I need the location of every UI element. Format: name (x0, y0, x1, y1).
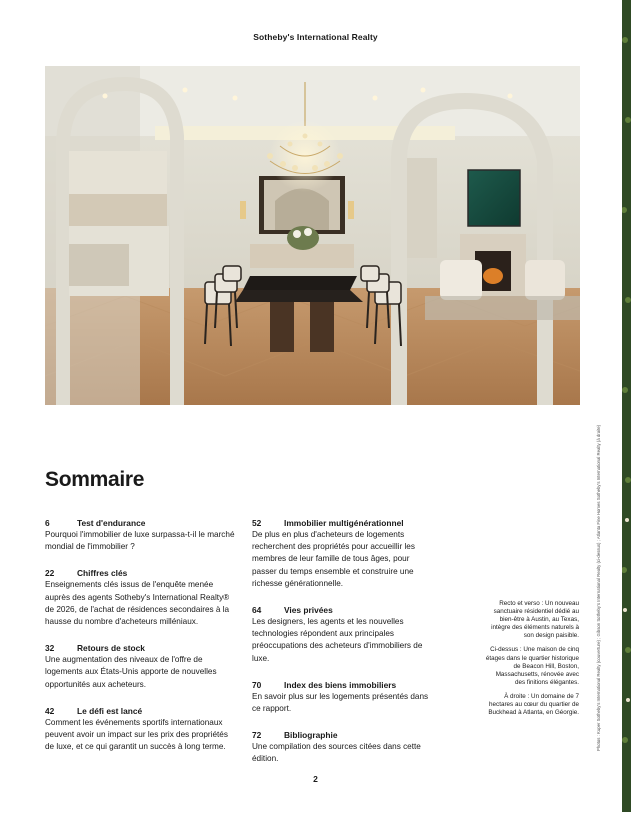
toc-entry[interactable] (45, 567, 235, 628)
toc-entry-title: Retours de stock (77, 643, 145, 654)
toc-entry-title: Immobilier multigénérationnel (284, 518, 404, 528)
toc-entry[interactable] (45, 705, 235, 754)
toc-entry-title: Index des biens immobiliers (284, 679, 397, 690)
toc-page-number: 72 (252, 730, 262, 741)
toc-column-left (45, 517, 235, 767)
toc-entry-description: De plus en plus d'acheteurs de logements recherchent des propriétés pour accueillir les membres de leur famille de tous âges, pour passer du temps ensemble et construire une richesse générationnelle. (252, 530, 415, 588)
caption-above: Ci-dessus : Une maison de cinq étages dans le quartier historique de Beacon Hill, Boston, Massachusetts, rénovée avec des finitions élégantes. (485, 646, 579, 686)
foliage-image-edge (622, 0, 631, 812)
caption-cover: Recto et verso : Un nouveau sanctuaire résidentiel dédié au bien-être à Austin, au Texas, intègre des éléments naturels à son design paisible. (491, 600, 579, 640)
toc-entry[interactable] (252, 604, 432, 665)
toc-entry-title: Le défi est lancé (77, 705, 143, 716)
toc-column-right (252, 517, 432, 780)
toc-entry-title: Vies privées (284, 605, 333, 616)
toc-page-number: 42 (45, 705, 55, 716)
page-number: 2 (313, 774, 318, 784)
toc-entry-description: Une compilation des sources citées dans cette édition. (252, 742, 421, 764)
dining-room-photo (45, 66, 580, 405)
caption-right: À droite : Un domaine de 7 hectares au cœur du quartier de Buckhead à Atlanta, en Géorgie. (488, 692, 579, 717)
toc-page-number: 64 (252, 605, 262, 616)
toc-entry-description: En savoir plus sur les logements présentés dans ce rapport. (252, 691, 429, 714)
toc-entry-description: Une augmentation des niveaux de l'offre de logements aux États-Unis apporte de nouvelles opportunités aux acheteurs. (45, 655, 217, 689)
toc-entry-title: Bibliographie (284, 730, 338, 741)
toc-page-number: 6 (45, 518, 50, 528)
toc-page-number: 70 (252, 679, 262, 690)
photo-captions (485, 600, 579, 723)
toc-entry-description: Les designers, les agents et les nouvelles technologies répondent aux principales préoccupations des acheteurs d'immobiliers de luxe. (252, 617, 423, 663)
toc-entry-description: Enseignements clés issus de l'enquête menée auprès des agents Sotheby's International Realty® de 2026, de l'achat de résidences secondaires à la hausse du nombre d'acheteurs milléniaux. (45, 580, 230, 627)
toc-entry-title: Chiffres clés (77, 568, 128, 579)
photo-credit: Photos : Kuper Sotheby's International Realty (couverture) ; Gibson Sotheby's International Realty (ci-dessus) ; Atlanta Fine Homes Sotheby's International Realty (à droite) (596, 424, 601, 751)
toc-entry[interactable] (45, 517, 235, 553)
toc-entry[interactable] (252, 679, 432, 715)
toc-entry[interactable] (252, 517, 432, 590)
toc-page-number: 32 (45, 643, 55, 654)
brand-header: Sotheby's International Realty (253, 32, 378, 42)
toc-page-number: 22 (45, 568, 55, 579)
toc-entry-description: Comment les événements sportifs internationaux peuvent avoir un impact sur les prix des propriétés de luxe, et ce qui garantit un succès à long terme. (45, 717, 228, 752)
page-title: Sommaire (45, 468, 145, 491)
toc-page-number: 52 (252, 518, 262, 528)
toc-entry-title: Test d'endurance (77, 518, 146, 528)
toc-entry[interactable] (45, 642, 235, 691)
toc-entry-description: Pourquoi l'immobilier de luxe surpassa-t-il le marché mondial de l'immobilier ? (45, 530, 235, 552)
toc-entry[interactable] (252, 729, 432, 765)
